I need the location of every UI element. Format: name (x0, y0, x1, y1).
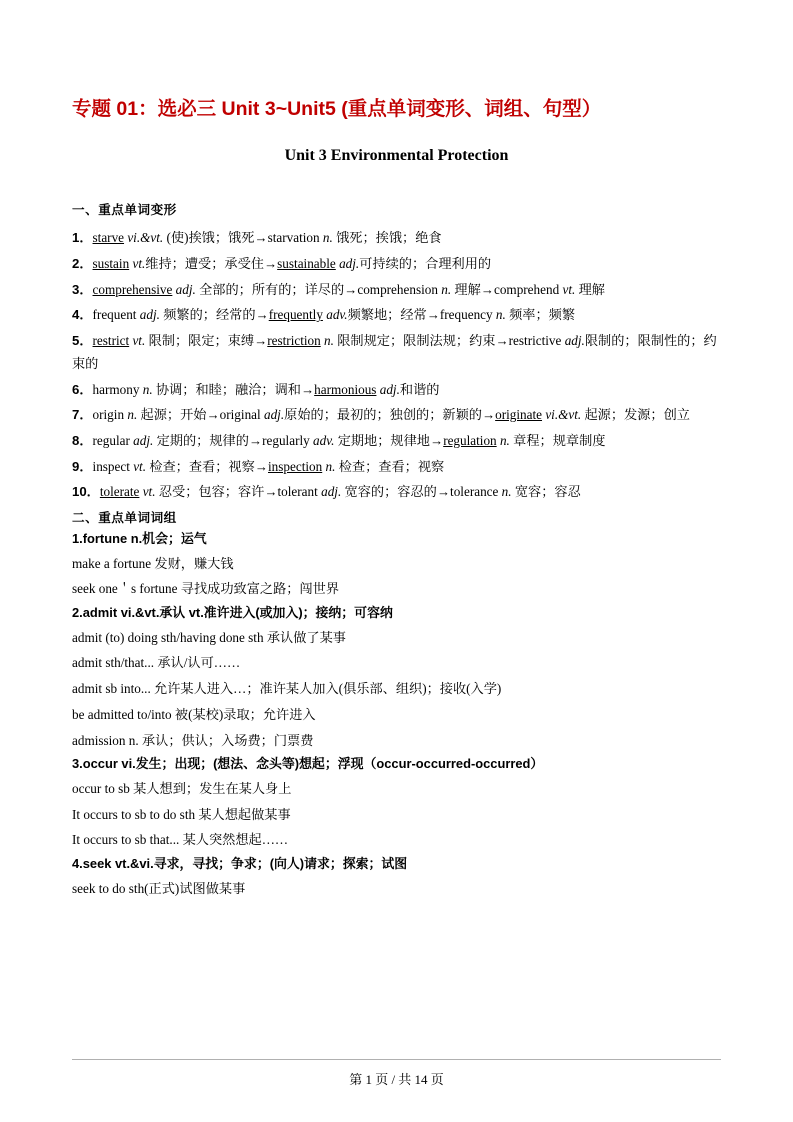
item-text: comprehensive adj. 全部的；所有的；详尽的→comprehension n. 理解→comprehend vt. 理解 (92, 281, 605, 297)
word-form-item (72, 481, 721, 504)
phrase-item: admit (to) doing sth/having done sth 承认做了某事 (72, 629, 346, 645)
item-text: tolerate vt. 忍受；包容；容许→tolerant adj. 宽容的；容忍的→tolerance n. 宽容；容忍 (99, 484, 581, 500)
item-text: sustain vt.维持；遭受；承受住→sustainable adj.可持续的；合理利用的 (92, 256, 492, 271)
item-number: 3． (72, 281, 93, 297)
item-number: 2． (72, 256, 93, 271)
phrase-entry-head: 1.fortune n.机会；运气 (72, 531, 207, 547)
item-text: frequent adj. 频繁的；经常的→frequently adv.频繁地；经常→frequency n. 频率；频繁 (92, 307, 576, 323)
phrase-item: occur to sb 某人想到；发生在某人身上 (72, 780, 292, 796)
item-number: 10． (72, 484, 100, 500)
item-number: 4． (72, 307, 93, 323)
word-form-item (72, 304, 721, 327)
item-number: 1． (72, 230, 93, 246)
item-text: harmony n. 协调；和睦；融洽；调和→harmonious adj.和谐的 (92, 381, 440, 397)
phrase-item: seek to do sth(正式)试图做某事 (72, 880, 246, 896)
phrase-item: admission n. 承认；供认；入场费；门票费 (72, 732, 314, 748)
phrase-item: admit sb into... 允许某人进入…；准许某人加入(俱乐部、组织)；接收(入学) (72, 681, 502, 697)
section-heading-word-forms: 一、重点单词变形 (72, 203, 177, 218)
item-number: 7． (72, 407, 93, 423)
word-form-list (72, 227, 721, 504)
phrase-item: make a fortune 发财，赚大钱 (72, 555, 234, 571)
item-text: restrict vt. 限制；限定；束缚→restriction n. 限制规定；限制法规；约束→restrictive adj.限制的；限制性的；约束的 (72, 333, 717, 371)
phrase-item: admit sth/that... 承认/认可…… (72, 655, 241, 671)
phrase-entry (72, 753, 721, 853)
word-form-item (72, 430, 721, 453)
item-text: inspect vt. 检查；查看；视察→inspection n. 检查；查看；视察 (92, 458, 445, 474)
word-form-item (72, 404, 721, 427)
page-title: 专题 01：选必三 Unit 3~Unit5 (重点单词变形、词组、句型） (72, 98, 602, 120)
word-form-item (72, 379, 721, 402)
footer-divider (72, 1059, 721, 1060)
word-form-item (72, 279, 721, 302)
word-form-item (72, 456, 721, 479)
item-text: starve vi.&vt. (使)挨饿；饿死→starvation n. 饿死；挨饿；绝食 (92, 230, 442, 246)
phrase-entry-head: 4.seek vt.&vi.寻求，寻找；争求；(向人)请求；探索；试图 (72, 856, 408, 872)
item-text: regular adj. 定期的；规律的→regularly adv. 定期地；规律地→regulation n. 章程；规章制度 (92, 432, 606, 448)
phrase-item: seek one＇s fortune 寻找成功致富之路；闯世界 (72, 581, 340, 597)
phrase-entry-head: 3.occur vi.发生；出现；(想法、念头等)想起；浮现（occur-occurred-occurred） (72, 756, 544, 772)
word-form-item (72, 330, 721, 375)
section-heading-phrases: 二、重点单词词组 (72, 511, 177, 526)
phrase-entry-head: 2.admit vi.&vt.承认 vt.准许进入(或加入)；接纳；可容纳 (72, 605, 393, 621)
word-form-item (72, 253, 721, 276)
item-text: origin n. 起源；开始→original adj.原始的；最初的；独创的；新颖的→originate vi.&vt. 起源；发源；创立 (92, 407, 690, 423)
phrase-entry (72, 853, 721, 901)
item-number: 9． (72, 458, 93, 474)
item-number: 5． (72, 333, 93, 349)
phrase-entry (72, 602, 721, 753)
item-number: 8． (72, 432, 93, 448)
page-footer: 第 1 页 / 共 14 页 (349, 1072, 444, 1087)
phrase-item: be admitted to/into 被(某校)录取；允许进入 (72, 706, 316, 722)
word-form-item (72, 227, 721, 250)
phrase-item: It occurs to sb to do sth 某人想起做某事 (72, 806, 291, 822)
phrase-item: It occurs to sb that... 某人突然想起…… (72, 832, 289, 848)
phrase-entry (72, 528, 721, 602)
unit-title: Unit 3 Environmental Protection (284, 147, 509, 165)
item-number: 6． (72, 381, 93, 397)
